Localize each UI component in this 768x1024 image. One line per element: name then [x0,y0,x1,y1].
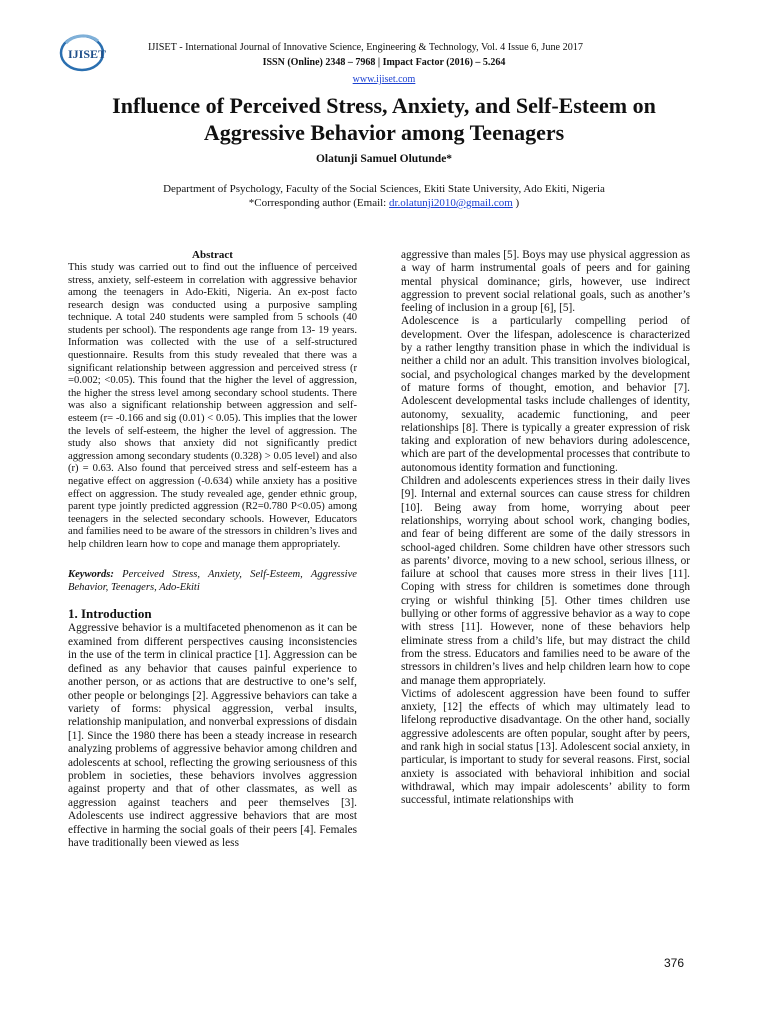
left-column [68,249,357,850]
website-link[interactable]: www.ijiset.com [352,74,416,85]
introduction-paragraph-5: Victims of adolescent aggression have been found to suffer anxiety, [12] the effects of which may ultimately lead to lifelong reproductive disadvantage. On the other hand, socially aggressive adolescents are often popular, sought after by peers, and rank high in social status [13]. Adolescent social anxiety, in particular, is important to study for several reasons. First, social anxiety is associated with behavioral inhibition and social withdrawal, which may impair adolescents’ ability to form successful, intimate relationships with [401,687,690,807]
journal-line: IJISET - International Journal of Innovative Science, Engineering & Technology, Vol. 4 Issue 6, June 2017 [148,42,583,53]
paper-title [60,92,708,146]
affiliation: Department of Psychology, Faculty of the Social Sciences, Ekiti State University, Ado Ekiti, Nigeria [163,183,605,195]
introduction-heading: 1. Introduction [68,605,152,621]
page-number: 376 [664,956,685,970]
keywords-text: Perceived Stress, Anxiety, Self-Esteem, Aggressive Behavior, Teenagers, Ado-Ekiti [68,568,357,593]
abstract-heading: Abstract [192,249,233,261]
corresponding-prefix: *Corresponding author (Email: [248,197,389,209]
introduction-paragraph-2: aggressive than males [5]. Boys may use physical aggression as a way of harm instrumental goals of peers and for gaining mental physical dominance; girls, however, use indirect aggression to prevent social relational goals, such as another’s feeling of inclusion in a group [6], [5]. [401,249,690,315]
keywords-label: Keywords: [68,568,114,580]
title-line-2: Aggressive Behavior among Teenagers [203,120,565,145]
right-column [401,249,690,807]
introduction-paragraph-3: Adolescence is a particularly compelling period of development. Over the lifespan, adolescence is characterized by a rather lengthy transition phase in which the individual is neither a child nor an adult. This transition involves biological, social, and psychological changes marked by the development of mature forms of thought, emotion, and behavior [7]. Adolescent developmental tasks include challenges of identity, autonomy, sexuality, academic functioning, and peer relationships [8]. There is typically a greater expression of risk taking and exploration of new behaviors during adolescence, which are part of the developmental processes that contribute to autonomous identity formation and functioning. [401,315,690,474]
author-email-link[interactable]: dr.olatunji2010@gmail.com [389,197,513,209]
title-line-1: Influence of Perceived Stress, Anxiety, and Self-Esteem on [112,93,656,118]
author-name: Olatunji Samuel Olutunde* [315,153,453,165]
keywords [68,568,357,594]
issn-line: ISSN (Online) 2348 – 7968 | Impact Factor (2016) – 5.264 [262,57,506,68]
abstract-text: This study was carried out to find out the influence of perceived stress, anxiety, self-esteem in correlation with aggressive behavior among the teenagers in Ado-Ekiti, Nigeria. An ex-post facto research design was conducted using a purposive sampling technique. A total 240 students were sampled from 5 schools (40 students per school). The respondents age range from 13- 19 years. Information was collected with the use of a self-structured questionnaire. Results from this study revealed that there was a significant relationship between aggression and perceived stress (r =0.002; <0.05). This found that the higher the level of aggression, the higher the stress level among secondary school students. There was also a significant relationship between aggression and self-esteem (r= -0.166 and sig (0.01) < 0.05). This implies that the lower the levels of self-esteem, the higher the level of aggression. The study also shows that anxiety did not significantly predict aggression among secondary students (0.328) > 0.05 level) and also (r) = 0.63. Also found that perceived stress and self-esteem has a negative effect on aggression (-0.634) while anxiety has a positive effect on aggression. The study revealed age, gender ethnic group, parent type jointly predicted aggression (R2=0.780 P<0.05) among teenagers in the selected secondary schools. However, Educators and families need to be aware of the stressors in children’s lives and help children learn how to cope and manage them appropriately. [68,261,357,550]
introduction-paragraph-4: Children and adolescents experiences stress in their daily lives [9]. Internal and external sources can cause stress for children [10]. Being away from home, worrying about peer relationships, worrying about school work, changing bodies, and fear of being different are some of the daily stressors in school-aged children. Some children have other stressors such as parents’ divorce, moving to a new school, serious illness, or failure at school that causes more stress in their lives [11]. Coping with stress for children is sometimes done through crying or wishful thinking [5]. Other times children use bullying or other forms of aggressive behavior as a way to cope with stress [11]. However, none of these behaviors help eliminate stress from a child’s life, but may distract the child from the stress. Educators and families need to be aware of the stressors in children’s lives and help children learn how to cope and manage them appropriately. [401,475,690,687]
introduction-paragraph-1: Aggressive behavior is a multifaceted phenomenon as it can be examined from different perspectives causing inconsistencies in the use of the term in clinical practice [1]. Aggression can be defined as any behavior that causes painful experience to another person, or as actions that are destructive to one’s self, other people or belongings [2]. Aggressive behaviors can take a variety of forms: physical aggression, verbal insults, relationship manipulation, and nonverbal expressions of disdain [1]. Since the 1980 there has been a steady increase in research analyzing problems of aggressive behavior among children and adolescents at school, reflecting the growing seriousness of this problem in societies, these behaviors involves aggression against property and that of other classmates, as well as aggression against teachers and peer themselves [3]. Adolescents use indirect aggressive behaviors that are most effective in harming the social goals of their peers [4]. Females have traditionally been viewed as less [68,622,357,849]
affiliation-block [0,182,768,210]
logo-text: IJISET [68,47,107,61]
corresponding-suffix: ) [512,197,520,209]
